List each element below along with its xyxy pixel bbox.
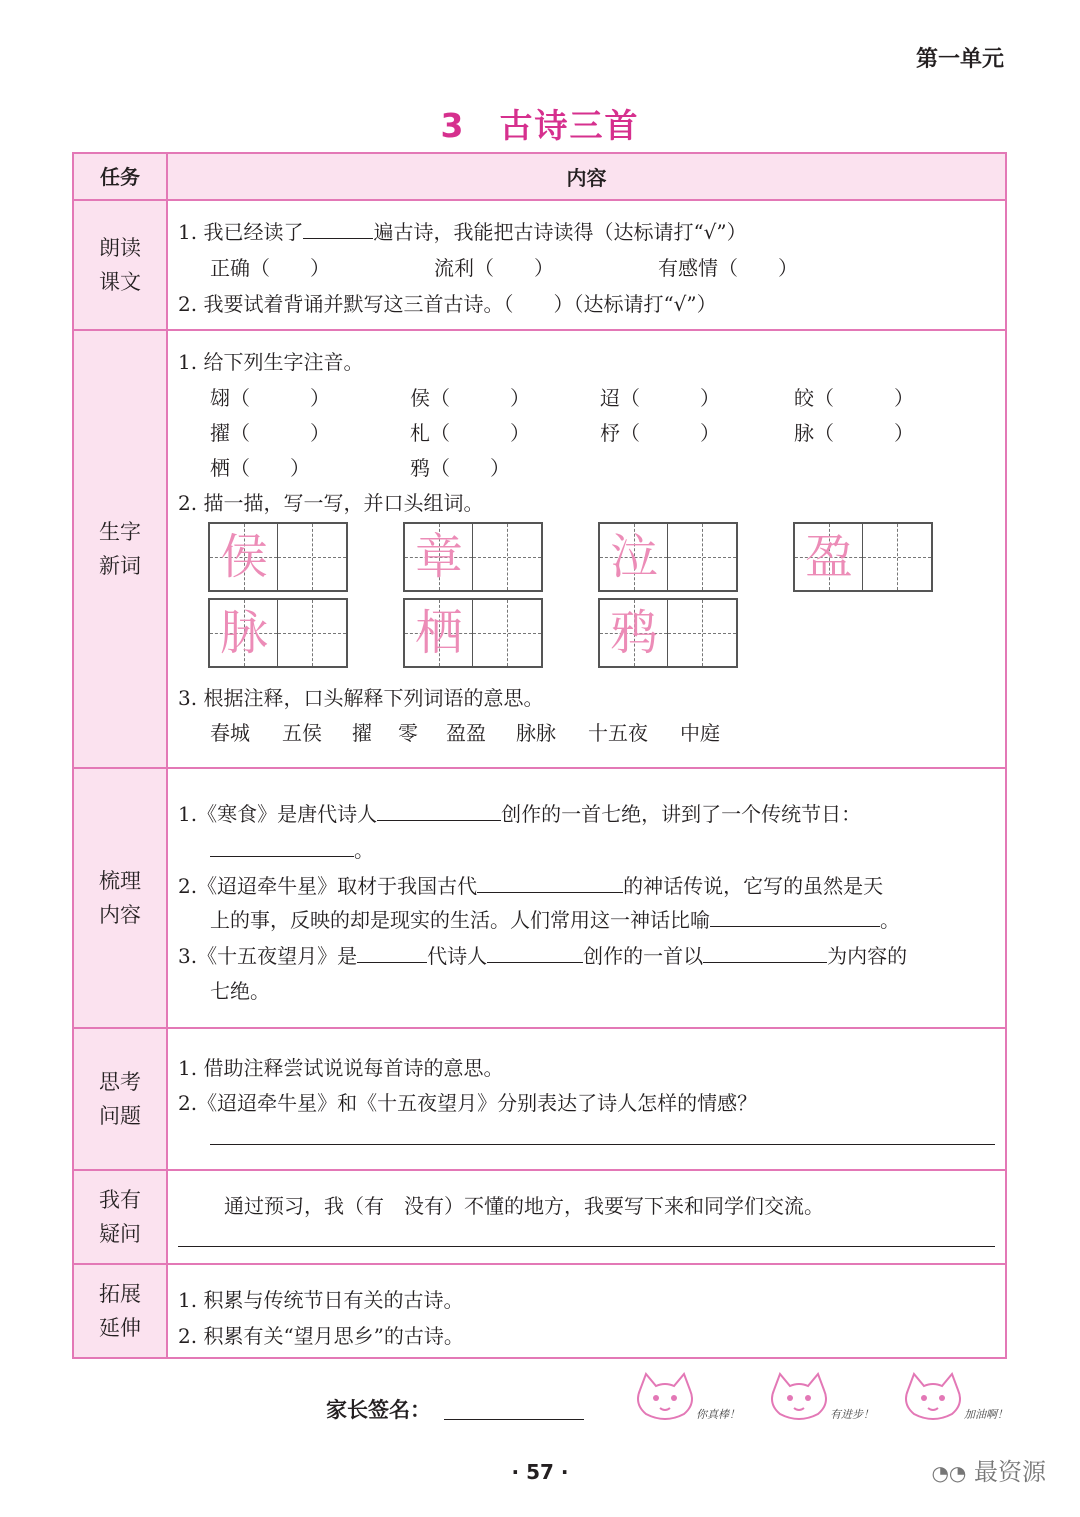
trace-box[interactable]: 栖 xyxy=(403,598,543,668)
lesson-number: 3 xyxy=(440,106,466,145)
watermark: ◔◔ 最资源 xyxy=(931,1458,1046,1486)
phonetic-instruction: 1. 给下列生字注音。 xyxy=(178,350,364,374)
doubts-content xyxy=(168,1172,1005,1262)
task-new-words: 生字 新词 xyxy=(73,330,167,768)
cat-sticker-progress: 有进步！ xyxy=(764,1370,874,1426)
char-4: 皎（ ） xyxy=(794,386,914,410)
word: 中庭 xyxy=(680,721,720,745)
trace-box[interactable]: 泣 xyxy=(598,522,738,592)
trace-instruction: 2. 描一描，写一写，并口头组词。 xyxy=(178,491,484,515)
question-2: 2.《迢迢牵牛星》和《十五夜望月》分别表达了诗人怎样的情感？ xyxy=(178,1091,758,1115)
char-5: 擢（ ） xyxy=(210,421,330,445)
lesson-title: 古诗三首 xyxy=(499,106,640,145)
word: 擢 xyxy=(352,721,372,745)
summary-line-2: 2.《迢迢牵牛星》取材于我国古代 的神话传说，它写的虽然是天 xyxy=(178,874,884,898)
word: 盈盈 xyxy=(446,721,486,745)
meaning-instruction: 3. 根据注释，口头解释下列词语的意思。 xyxy=(178,686,544,710)
cat-icon xyxy=(898,1370,968,1426)
task-summary: 梳理 内容 xyxy=(73,768,167,1028)
option-emotion[interactable]: 有感情（ ） xyxy=(658,256,798,280)
trace-box[interactable]: 侯 xyxy=(208,522,348,592)
summary-line-2b: 上的事，反映的却是现实的生活。人们常用这一神话比喻 。 xyxy=(210,908,900,932)
char-6: 札（ ） xyxy=(410,421,530,445)
char-9: 栖（ ） xyxy=(210,456,310,480)
read-line-2: 2. 我要试着背诵并默写这三首古诗。（ ）（达标请打“√”） xyxy=(178,292,717,316)
doubts-text: 通过预习，我（有 没有）不懂的地方，我要写下来和同学们交流。 xyxy=(224,1194,824,1218)
word: 十五夜 xyxy=(588,721,648,745)
word: 五侯 xyxy=(282,721,322,745)
summary-line-1b: 。 xyxy=(210,834,374,863)
option-correct[interactable]: 正确（ ） xyxy=(210,256,330,280)
read-content xyxy=(168,202,1005,328)
task-extend: 拓展 延伸 xyxy=(73,1264,167,1358)
summary-line-3b: 七绝。 xyxy=(210,979,270,1003)
head-content: 内容 xyxy=(167,153,1006,200)
cat-icon xyxy=(764,1370,834,1426)
cat-sticker-great: 你真棒！ xyxy=(630,1370,740,1426)
wechat-icon: ◔◔ xyxy=(931,1461,967,1485)
word: 零 xyxy=(398,721,418,745)
option-fluent[interactable]: 流利（ ） xyxy=(434,256,554,280)
unit-label: 第一单元 xyxy=(915,47,1004,72)
char-2: 侯（ ） xyxy=(410,386,530,410)
cat-sticker-cheer: 加油啊！ xyxy=(898,1370,1008,1426)
char-7: 杼（ ） xyxy=(600,421,720,445)
task-doubts: 我有 疑问 xyxy=(73,1170,167,1264)
trace-box[interactable]: 章 xyxy=(403,522,543,592)
summary-line-3: 3.《十五夜望月》是 代诗人 创作的一首以 为内容的 xyxy=(178,944,908,968)
extend-line-2: 2. 积累有关“望月思乡”的古诗。 xyxy=(178,1324,464,1348)
char-10: 鸦（ ） xyxy=(410,456,510,480)
doubts-line[interactable] xyxy=(178,1246,995,1247)
question-1: 1. 借助注释尝试说说每首诗的意思。 xyxy=(178,1056,504,1080)
parent-signature-line[interactable] xyxy=(444,1419,584,1420)
word: 春城 xyxy=(210,721,250,745)
read-line-1: 1. 我已经读了 遍古诗，我能把古诗读得（达标请打“√”） xyxy=(178,220,747,244)
task-questions: 思考 问题 xyxy=(73,1028,167,1170)
task-read: 朗读 课文 xyxy=(73,200,167,330)
summary-line-1: 1.《寒食》是唐代诗人 创作的一首七绝，讲到了一个传统节日： xyxy=(178,802,862,826)
char-8: 脉（ ） xyxy=(794,421,914,445)
page-title xyxy=(0,100,1080,147)
head-task: 任务 xyxy=(73,153,167,200)
trace-box[interactable]: 盈 xyxy=(793,522,933,592)
trace-box[interactable]: 鸦 xyxy=(598,598,738,668)
char-3: 迢（ ） xyxy=(600,386,720,410)
summary-content xyxy=(168,770,1005,1026)
trace-box[interactable]: 脉 xyxy=(208,598,348,668)
new-words-content xyxy=(168,332,1005,766)
worksheet-table xyxy=(72,152,1007,1359)
page-number: · 57 · xyxy=(511,1460,569,1484)
char-1: 翃（ ） xyxy=(210,386,330,410)
parent-signature-label: 家长签名： xyxy=(326,1398,431,1422)
cat-icon xyxy=(630,1370,700,1426)
extend-line-1: 1. 积累与传统节日有关的古诗。 xyxy=(178,1288,464,1312)
answer-line[interactable] xyxy=(210,1144,995,1145)
word: 脉脉 xyxy=(516,721,556,745)
extend-content xyxy=(168,1266,1005,1356)
questions-content xyxy=(168,1030,1005,1168)
